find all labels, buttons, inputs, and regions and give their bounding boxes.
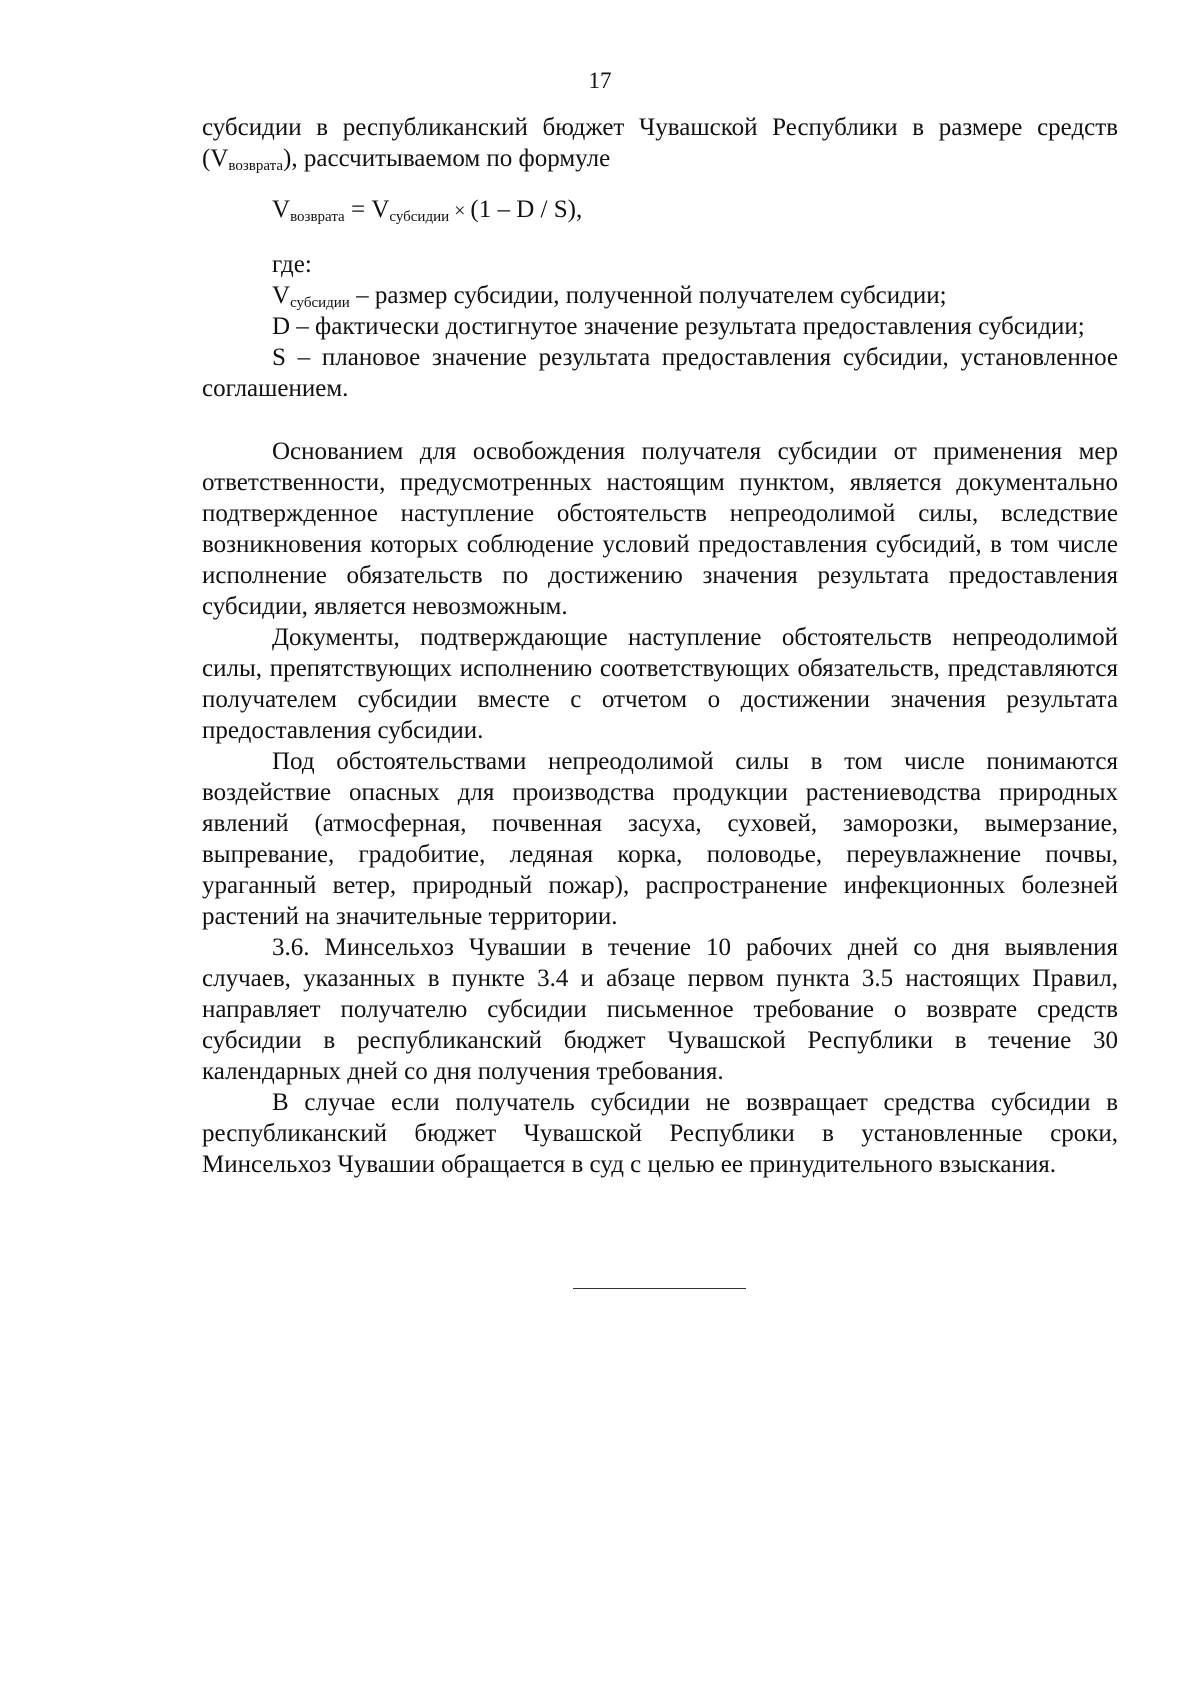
formula-sub-subsidy: субсидии	[389, 209, 450, 225]
formula	[202, 194, 1118, 227]
formula-sub-return: возврата	[290, 209, 345, 225]
document-body	[202, 112, 1118, 1180]
where-label: где:	[272, 251, 312, 278]
paragraph-3-6: 3.6. Минсельхоз Чувашии в течение 10 рабочих дней со дня выявления случаев, указанных в пункте 3.4 и абзаце первом пункта 3.5 настоящих Правил, направляет получателю субсидии письменное требование о возврате средств субсидии в республиканский бюджет Чувашской Республики в течение 30 календарных дней со дня получения требования.	[202, 934, 1118, 1085]
def-v-text: – размер субсидии, полученной получателем субсидии;	[349, 282, 947, 309]
def-v: V	[272, 282, 291, 309]
definition-v-subsidy	[202, 280, 1118, 311]
intro-text-start: субсидии в республиканский бюджет Чувашской Республики в размере средств (V	[202, 114, 1118, 172]
paragraph-court: В случае если получатель субсидии не возвращает средства субсидии в республиканский бюджет Чувашской Республики в установленные сроки, Минсельхоз Чувашии обращается в суд с целью ее принудительного взыскания.	[202, 1089, 1118, 1178]
definition-s: S – плановое значение результата предоставления субсидии, установленное соглашением.	[202, 344, 1118, 402]
definition-d: D – фактически достигнутое значение результата предоставления субсидии;	[272, 313, 1085, 340]
formula-rest: (1 – D / S),	[470, 196, 583, 223]
intro-text-end: ), рассчитываемом по формуле	[283, 145, 611, 172]
paragraph-documents: Документы, подтверждающие наступление обстоятельств непреодолимой силы, препятствующих исполнению соответствующих обязательств, представляются получателем субсидии вместе с отчетом о достижении значения результата предоставления субсидии.	[202, 624, 1118, 744]
page-number: 17	[588, 68, 612, 93]
intro-subscript: возврата	[228, 158, 284, 174]
def-v-sub: субсидии	[290, 295, 350, 311]
formula-equals: = V	[344, 196, 390, 223]
formula-times: ×	[449, 200, 471, 222]
formula-v: V	[272, 196, 291, 223]
closing-rule	[573, 1288, 746, 1289]
paragraph-force-majeure-definition: Под обстоятельствами непреодолимой силы в том числе понимаются воздействие опасных для производства продукции растениеводства природных явлений (атмосферная, почвенная засуха, суховей, заморозки, вымерзание, выпревание, градобитие, ледяная корка, половодье, переувлажнение почвы, ураганный ветер, природный пожар), распространение инфекционных болезней растений на значительные территории.	[202, 748, 1118, 930]
intro-paragraph	[202, 112, 1118, 174]
paragraph-force-majeure-basis: Основанием для освобождения получателя субсидии от применения мер ответственности, предусмотренных настоящим пунктом, является документально подтвержденное наступление обстоятельств непреодолимой силы, вследствие возникновения которых соблюдение условий предоставления субсидий, в том числе исполнение обязательств по достижению значения результата предоставления субсидии, является невозможным.	[202, 438, 1118, 620]
